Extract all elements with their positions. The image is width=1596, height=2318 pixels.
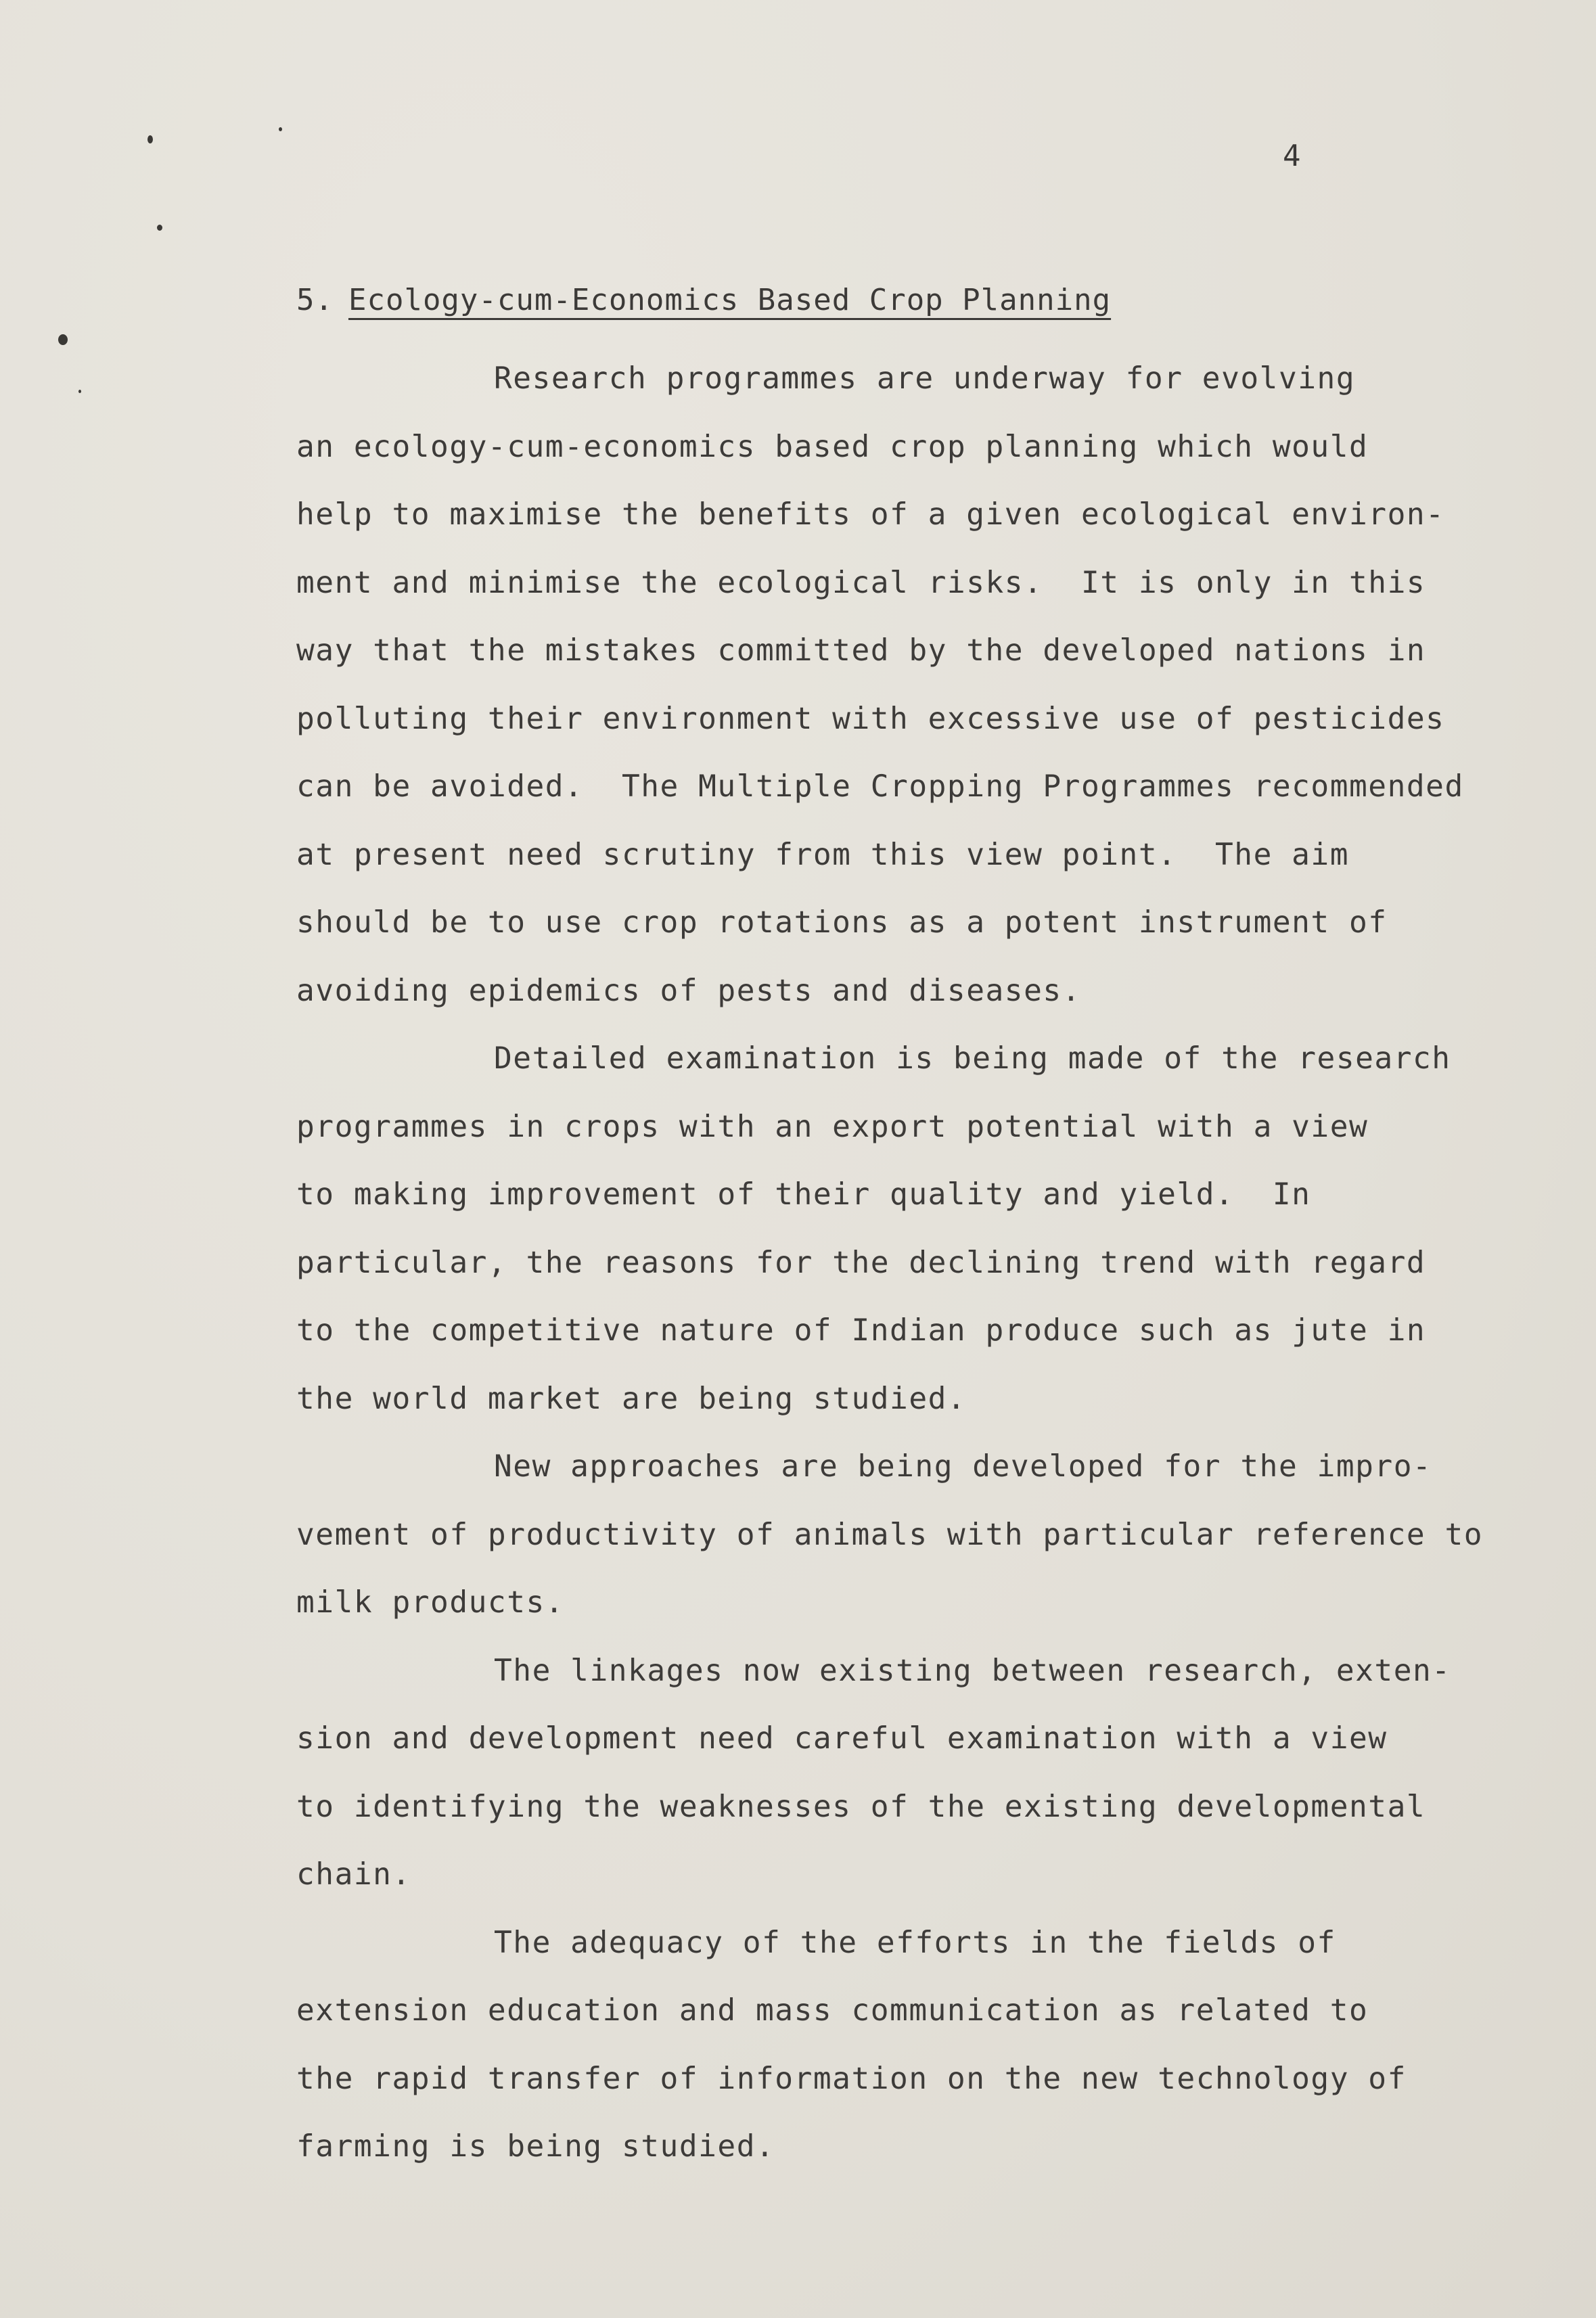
text-line: New approaches are being developed for the impro- (494, 1449, 1432, 1484)
section-number: 5. (296, 283, 334, 317)
text-line: ment and minimise the ecological risks. It is only in this (296, 565, 1426, 600)
text-line: extension education and mass communication as related to (296, 1993, 1369, 2028)
text-line: Detailed examination is being made of the research (494, 1041, 1451, 1076)
text-line: help to maximise the benefits of a given ecological environ- (296, 497, 1445, 532)
paragraph (296, 1909, 1568, 2181)
page-number: 4 (1283, 139, 1301, 173)
text-line: to making improvement of their quality and yield. In (296, 1177, 1311, 1212)
paragraph (296, 1433, 1568, 1637)
text-line: The linkages now existing between research, exten- (494, 1653, 1451, 1688)
text-line: the world market are being studied. (296, 1381, 967, 1416)
text-line: avoiding epidemics of pests and diseases. (296, 973, 1081, 1008)
section-heading (296, 283, 1111, 317)
text-line: sion and development need careful examination with a view (296, 1721, 1388, 1756)
text-line: vement of productivity of animals with particular reference to (296, 1517, 1484, 1552)
text-line: The adequacy of the efforts in the fields of (494, 1925, 1336, 1960)
paragraph (296, 1025, 1568, 1433)
paragraph (296, 1637, 1568, 1909)
paragraph (296, 345, 1568, 1025)
section-title: Ecology-cum-Economics Based Crop Planning (348, 283, 1112, 317)
text-line: to the competitive nature of Indian produce such as jute in (296, 1313, 1426, 1348)
text-line: way that the mistakes committed by the developed nations in (296, 633, 1426, 668)
text-line: programmes in crops with an export potential with a view (296, 1109, 1369, 1144)
text-line: farming is being studied. (296, 2129, 775, 2164)
ink-speck (147, 135, 153, 143)
text-line: Research programmes are underway for evolving (494, 361, 1356, 396)
ink-speck (157, 225, 162, 231)
body-text (296, 345, 1568, 2181)
text-line: to identifying the weaknesses of the existing developmental (296, 1789, 1426, 1824)
text-line: milk products. (296, 1585, 565, 1620)
text-line: chain. (296, 1857, 411, 1892)
text-line: particular, the reasons for the declining trend with regard (296, 1245, 1426, 1280)
ink-speck (279, 127, 282, 131)
text-line: can be avoided. The Multiple Cropping Programmes recommended (296, 769, 1464, 804)
text-line: should be to use crop rotations as a potent instrument of (296, 905, 1388, 940)
text-line: polluting their environment with excessive use of pesticides (296, 701, 1445, 736)
text-line: the rapid transfer of information on the new technology of (296, 2061, 1407, 2096)
ink-speck (78, 390, 81, 393)
text-line: at present need scrutiny from this view point. The aim (296, 837, 1350, 872)
text-line: an ecology-cum-economics based crop planning which would (296, 429, 1369, 464)
ink-speck (58, 334, 68, 345)
